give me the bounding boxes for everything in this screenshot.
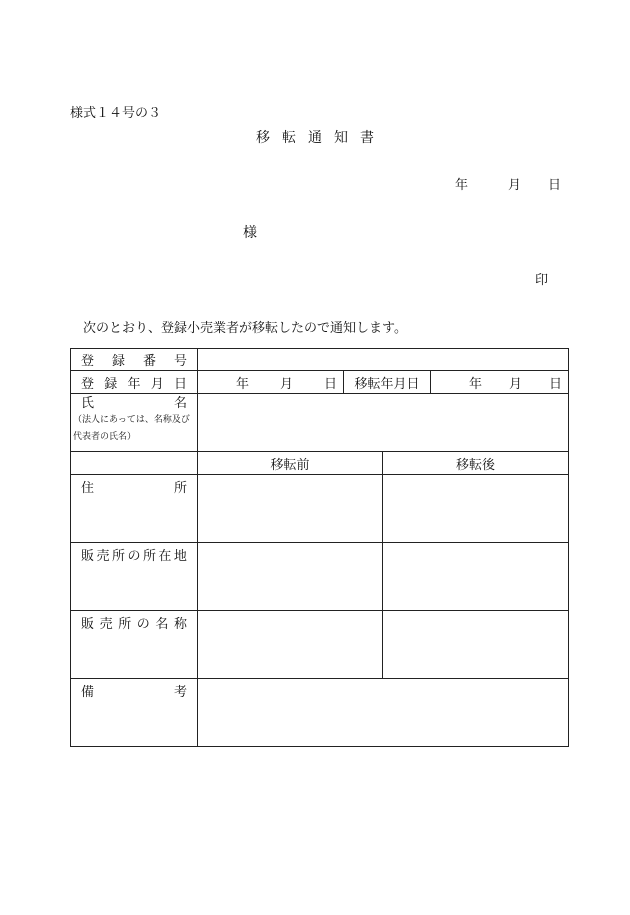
- row-before-after-header: [71, 452, 569, 475]
- year-label: 年: [455, 178, 469, 193]
- shop-name-before-field[interactable]: [198, 611, 383, 679]
- registration-date-label: 登 録 年 月 日: [71, 371, 198, 394]
- name-label: 氏 名 （法人にあっては、名称及び代表者の氏名）: [71, 394, 198, 452]
- month-label: 月: [508, 178, 522, 193]
- after-move-header: 移転後: [383, 452, 569, 475]
- day-label: 日: [548, 178, 562, 193]
- address-after-field[interactable]: [383, 475, 569, 543]
- blank-header-cell: [71, 452, 198, 475]
- registration-number-field[interactable]: [198, 349, 569, 371]
- row-name: [71, 394, 569, 452]
- row-shop-location: [71, 543, 569, 611]
- row-remarks: [71, 679, 569, 747]
- move-date-label: 移転年月日: [344, 371, 431, 394]
- name-field[interactable]: [198, 394, 569, 452]
- remarks-label: 備 考: [71, 679, 198, 747]
- shop-location-before-field[interactable]: [198, 543, 383, 611]
- name-note: （法人にあっては、名称及び代表者の氏名）: [73, 415, 190, 442]
- remarks-field[interactable]: [198, 679, 569, 747]
- form-number: 様式１４号の３: [70, 106, 162, 121]
- registration-number-label: 登 録 番 号: [71, 349, 198, 371]
- shop-name-label: 販 売 所 の 名 称: [71, 611, 198, 679]
- notification-table: [70, 348, 569, 747]
- issue-date: [455, 174, 561, 193]
- seal-mark: 印: [535, 273, 549, 288]
- row-registration-date: [71, 371, 569, 394]
- row-shop-name: [71, 611, 569, 679]
- address-label: 住 所: [71, 475, 198, 543]
- shop-name-after-field[interactable]: [383, 611, 569, 679]
- row-registration-number: [71, 349, 569, 371]
- registration-date-field[interactable]: 年 月 日: [198, 371, 344, 394]
- address-before-field[interactable]: [198, 475, 383, 543]
- document-title: 移転通知書: [256, 130, 386, 146]
- row-address: [71, 475, 569, 543]
- statement-text: 次のとおり、登録小売業者が移転したので通知します。: [83, 321, 407, 336]
- move-date-field[interactable]: 年 月 日: [431, 371, 569, 394]
- shop-location-label: 販 売 所 の 所 在 地: [71, 543, 198, 611]
- before-move-header: 移転前: [198, 452, 383, 475]
- shop-location-after-field[interactable]: [383, 543, 569, 611]
- addressee-suffix: 様: [243, 225, 257, 241]
